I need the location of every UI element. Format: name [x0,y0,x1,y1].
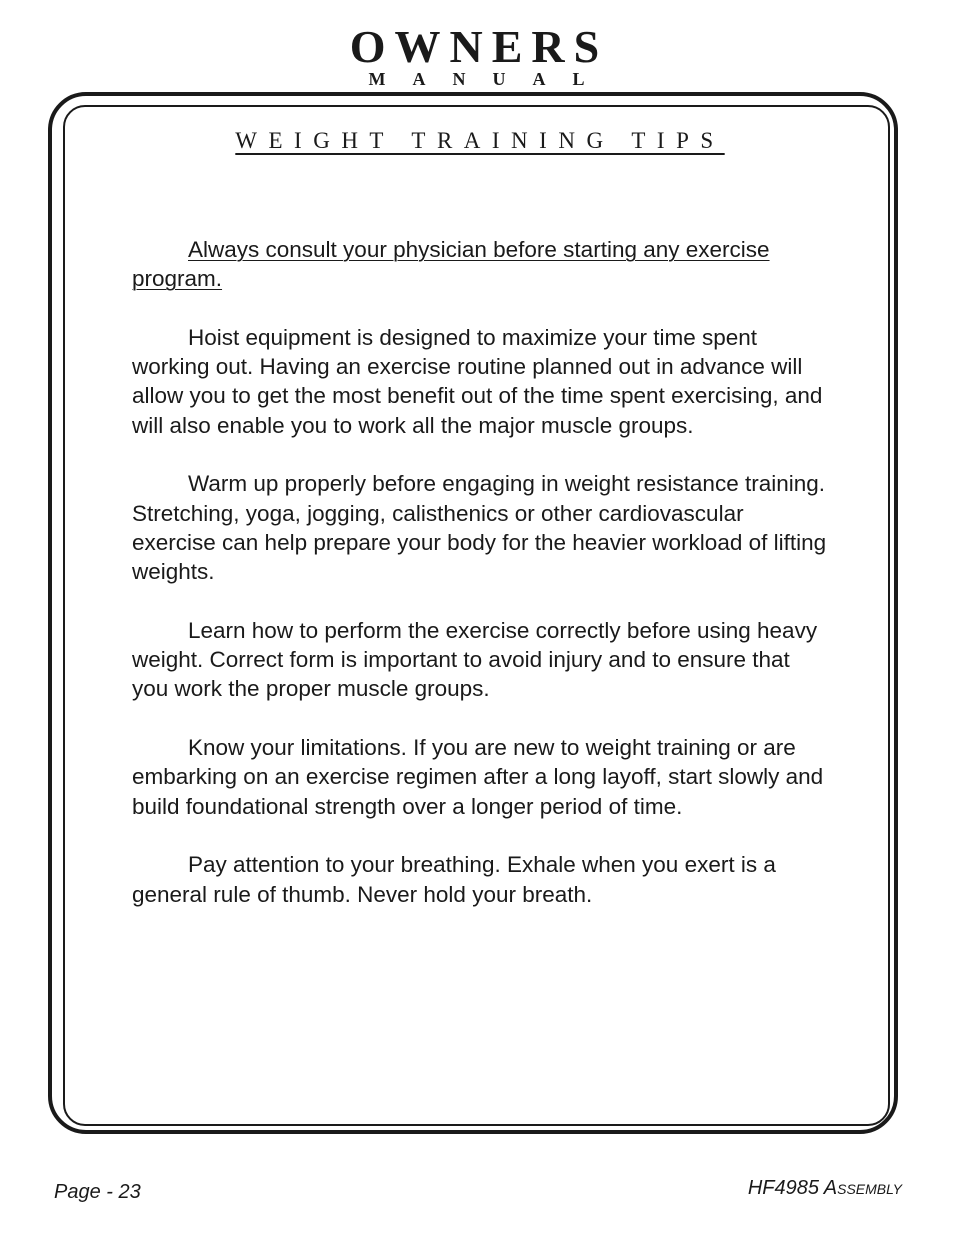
tip-paragraph-form: Learn how to perform the exercise correctly before using heavy weight. Correct form is important to avoid injury and to ensure that you work the proper muscle groups. [132,617,818,702]
section-heading [0,128,954,154]
header-subtitle: MANUAL [368,69,612,89]
tip-paragraph-physician: Always consult your physician before starting any exercise program. [132,237,770,292]
tip-paragraph-limitations: Know your limitations. If you are new to weight training or are embarking on an exercise regimen after a long layoff, start slowly and build foundational strength over a longer period of time. [132,735,824,819]
header-title: OWNERS [349,21,609,72]
tip-paragraph-routine: Hoist equipment is designed to maximize your time spent working out. Having an exercise routine planned out in advance will allow you to get the most benefit out of the time spent exercising, and will also enable you to work all the major muscle groups. [132,324,823,438]
tip-paragraph-warm-up: Warm up properly before engaging in weight resistance training. Stretching, yoga, jogging, calisthenics or other cardiovascular exercise can help prepare your body for the heavier workload of lifting weights. [132,471,827,585]
page-number: Page - 23 [54,1181,141,1203]
tip-paragraph-breathing: Pay attention to your breathing. Exhale when you exert is a general rule of thumb. Never hold your breath. [132,852,776,907]
page-header [0,21,954,89]
document-label: HF4985 Assembly [747,1177,902,1199]
section-title: WEIGHT TRAINING TIPS [235,128,725,153]
tips-content [132,235,832,938]
